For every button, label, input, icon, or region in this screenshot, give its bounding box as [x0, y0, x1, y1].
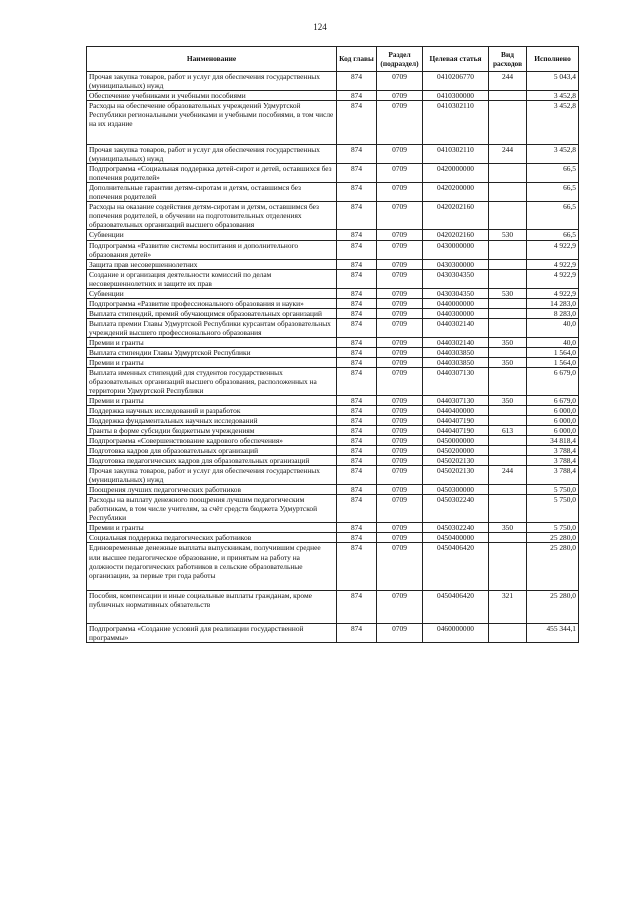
row-expense-type [489, 101, 527, 145]
row-expense-type [489, 485, 527, 495]
row-article: 0440302140 [423, 318, 489, 337]
row-code: 874 [337, 590, 377, 623]
row-section: 0709 [377, 347, 423, 357]
row-executed: 66,5 [527, 202, 579, 230]
row-section: 0709 [377, 543, 423, 590]
row-name: Дополнительные гарантии детям-сиротам и детям, оставшимся без попечения родителей [87, 183, 337, 202]
row-name: Расходы на обеспечение образовательных учреждений Удмуртской Республики региональными учебниками и учебными пособиями, в том числе на их издание [87, 101, 337, 145]
header-section: Раздел (подраздел) [377, 47, 423, 72]
row-executed: 6 679,0 [527, 367, 579, 395]
row-name: Субвенции [87, 288, 337, 298]
table-row [87, 318, 579, 337]
row-code: 874 [337, 466, 377, 485]
row-article: 0430300000 [423, 259, 489, 269]
row-expense-type [489, 202, 527, 230]
row-article: 0440000000 [423, 298, 489, 308]
row-code: 874 [337, 91, 377, 101]
row-code: 874 [337, 288, 377, 298]
row-expense-type [489, 456, 527, 466]
row-section: 0709 [377, 357, 423, 367]
row-expense-type [489, 318, 527, 337]
row-executed: 6 679,0 [527, 396, 579, 406]
row-expense-type [489, 406, 527, 416]
row-article: 0450302240 [423, 523, 489, 533]
row-section: 0709 [377, 396, 423, 406]
table-row [87, 298, 579, 308]
row-article: 0450000000 [423, 436, 489, 446]
row-article: 0410302110 [423, 145, 489, 164]
row-executed: 5 043,4 [527, 72, 579, 91]
row-code: 874 [337, 337, 377, 347]
row-section: 0709 [377, 259, 423, 269]
row-section: 0709 [377, 308, 423, 318]
row-code: 874 [337, 72, 377, 91]
row-executed: 3 452,8 [527, 91, 579, 101]
row-name: Пособия, компенсации и иные социальные выплаты гражданам, кроме публичных нормативных обязательств [87, 590, 337, 623]
row-name: Выплата премии Главы Удмуртской Республики курсантам образовательных учреждений высшего профессионального образования [87, 318, 337, 337]
row-executed: 5 750,0 [527, 485, 579, 495]
row-name: Единовременные денежные выплаты выпускникам, получившим среднее или высшее педагогическое образование, и принятым на работу на должности педагогических работников в сельские образовательные организации, за первые три года работы [87, 543, 337, 590]
row-article: 0450300000 [423, 485, 489, 495]
row-name: Премии и гранты [87, 337, 337, 347]
row-section: 0709 [377, 367, 423, 395]
row-section: 0709 [377, 202, 423, 230]
row-name: Выплата именных стипендий для студентов государственных образовательных организаций высшего образования, расположенных на территории Удмуртской Республики [87, 367, 337, 395]
row-name: Прочая закупка товаров, работ и услуг для обеспечения государственных (муниципальных) нужд [87, 466, 337, 485]
row-article: 0440400000 [423, 406, 489, 416]
row-expense-type: 530 [489, 288, 527, 298]
table-row [87, 230, 579, 240]
row-executed: 66,5 [527, 164, 579, 183]
table-row [87, 101, 579, 145]
row-name: Защита прав несовершеннолетних [87, 259, 337, 269]
row-section: 0709 [377, 426, 423, 436]
row-section: 0709 [377, 590, 423, 623]
row-article: 0420200000 [423, 183, 489, 202]
table-row [87, 426, 579, 436]
table-row [87, 446, 579, 456]
row-expense-type [489, 623, 527, 642]
row-article: 0440303850 [423, 347, 489, 357]
row-code: 874 [337, 426, 377, 436]
row-name: Выплата стипендии Главы Удмуртской Республики [87, 347, 337, 357]
row-section: 0709 [377, 318, 423, 337]
row-name: Гранты в форме субсидии бюджетным учреждениям [87, 426, 337, 436]
header-executed: Исполнено [527, 47, 579, 72]
row-name: Премии и гранты [87, 357, 337, 367]
table-row [87, 495, 579, 523]
row-expense-type [489, 543, 527, 590]
row-executed: 5 750,0 [527, 495, 579, 523]
row-article: 0450202130 [423, 456, 489, 466]
row-executed: 66,5 [527, 183, 579, 202]
row-executed: 3 452,8 [527, 101, 579, 145]
row-executed: 40,0 [527, 337, 579, 347]
table-row [87, 164, 579, 183]
row-code: 874 [337, 145, 377, 164]
row-section: 0709 [377, 436, 423, 446]
row-section: 0709 [377, 183, 423, 202]
row-name: Подготовка педагогических кадров для образовательных организаций [87, 456, 337, 466]
row-code: 874 [337, 416, 377, 426]
row-expense-type: 244 [489, 466, 527, 485]
row-name: Поощрения лучших педагогических работников [87, 485, 337, 495]
row-executed: 40,0 [527, 318, 579, 337]
table-row [87, 466, 579, 485]
row-expense-type: 244 [489, 145, 527, 164]
row-expense-type [489, 164, 527, 183]
row-executed: 3 788,4 [527, 446, 579, 456]
row-article: 0440307130 [423, 396, 489, 406]
row-executed: 6 000,0 [527, 426, 579, 436]
table-row [87, 623, 579, 642]
row-executed: 8 283,0 [527, 308, 579, 318]
row-expense-type [489, 495, 527, 523]
page-number: 124 [313, 22, 327, 32]
row-expense-type [489, 183, 527, 202]
row-section: 0709 [377, 72, 423, 91]
row-section: 0709 [377, 495, 423, 523]
row-article: 0410206770 [423, 72, 489, 91]
header-name: Наименование [87, 47, 337, 72]
row-name: Подпрограмма «Развитие системы воспитания и дополнительного образования детей» [87, 240, 337, 259]
table-row [87, 347, 579, 357]
row-section: 0709 [377, 446, 423, 456]
row-name: Премии и гранты [87, 523, 337, 533]
table-row [87, 533, 579, 543]
row-article: 0440302140 [423, 337, 489, 347]
row-article: 0430304350 [423, 269, 489, 288]
row-expense-type [489, 308, 527, 318]
row-article: 0440303850 [423, 357, 489, 367]
row-name: Премии и гранты [87, 396, 337, 406]
row-expense-type [489, 269, 527, 288]
row-name: Подпрограмма «Развитие профессионального образования и науки» [87, 298, 337, 308]
row-executed: 66,5 [527, 230, 579, 240]
row-name: Прочая закупка товаров, работ и услуг для обеспечения государственных (муниципальных) нужд [87, 145, 337, 164]
row-name: Подпрограмма «Социальная поддержка детей-сирот и детей, оставшихся без попечения родителей» [87, 164, 337, 183]
row-article: 0420202160 [423, 230, 489, 240]
row-executed: 1 564,0 [527, 357, 579, 367]
row-code: 874 [337, 543, 377, 590]
table-row [87, 406, 579, 416]
table-row [87, 72, 579, 91]
row-name: Социальная поддержка педагогических работников [87, 533, 337, 543]
row-article: 0420202160 [423, 202, 489, 230]
row-expense-type [489, 446, 527, 456]
table-row [87, 485, 579, 495]
row-expense-type: 350 [489, 523, 527, 533]
row-section: 0709 [377, 288, 423, 298]
row-name: Поддержка научных исследований и разработок [87, 406, 337, 416]
row-code: 874 [337, 202, 377, 230]
row-article: 0410300000 [423, 91, 489, 101]
row-section: 0709 [377, 101, 423, 145]
row-code: 874 [337, 183, 377, 202]
row-code: 874 [337, 101, 377, 145]
row-executed: 4 922,9 [527, 259, 579, 269]
row-code: 874 [337, 259, 377, 269]
row-name: Субвенции [87, 230, 337, 240]
row-expense-type [489, 367, 527, 395]
row-expense-type: 613 [489, 426, 527, 436]
table-row [87, 269, 579, 288]
row-name: Обеспечение учебниками и учебными пособиями [87, 91, 337, 101]
row-code: 874 [337, 318, 377, 337]
row-article: 0460000000 [423, 623, 489, 642]
row-executed: 4 922,9 [527, 240, 579, 259]
row-executed: 6 000,0 [527, 406, 579, 416]
row-executed: 25 280,0 [527, 590, 579, 623]
row-executed: 5 750,0 [527, 523, 579, 533]
row-name: Расходы на выплату денежного поощрения лучшим педагогическим работникам, в том числе учителям, за счёт средств бюджета Удмуртской Республики [87, 495, 337, 523]
row-code: 874 [337, 347, 377, 357]
row-article: 0440300000 [423, 308, 489, 318]
row-expense-type: 350 [489, 396, 527, 406]
row-article: 0450406420 [423, 590, 489, 623]
row-section: 0709 [377, 485, 423, 495]
row-name: Подготовка кадров для образовательных организаций [87, 446, 337, 456]
row-code: 874 [337, 164, 377, 183]
row-article: 0450200000 [423, 446, 489, 456]
table-row [87, 288, 579, 298]
row-article: 0430304350 [423, 288, 489, 298]
row-section: 0709 [377, 523, 423, 533]
row-code: 874 [337, 269, 377, 288]
row-section: 0709 [377, 416, 423, 426]
row-code: 874 [337, 396, 377, 406]
row-section: 0709 [377, 91, 423, 101]
row-expense-type: 321 [489, 590, 527, 623]
row-section: 0709 [377, 230, 423, 240]
row-name: Поддержка фундаментальных научных исследований [87, 416, 337, 426]
row-code: 874 [337, 623, 377, 642]
row-executed: 6 000,0 [527, 416, 579, 426]
row-article: 0450406420 [423, 543, 489, 590]
row-executed: 455 344,1 [527, 623, 579, 642]
row-executed: 34 818,4 [527, 436, 579, 446]
header-article: Целевая статья [423, 47, 489, 72]
row-name: Подпрограмма «Совершенствование кадрового обеспечения» [87, 436, 337, 446]
row-executed: 3 452,8 [527, 145, 579, 164]
row-code: 874 [337, 533, 377, 543]
row-expense-type: 350 [489, 337, 527, 347]
row-article: 0440307130 [423, 367, 489, 395]
table-row [87, 145, 579, 164]
row-section: 0709 [377, 269, 423, 288]
row-expense-type [489, 347, 527, 357]
row-name: Создание и организация деятельности комиссий по делам несовершеннолетних и защите их прав [87, 269, 337, 288]
row-name: Прочая закупка товаров, работ и услуг для обеспечения государственных (муниципальных) нужд [87, 72, 337, 91]
row-section: 0709 [377, 456, 423, 466]
table-row [87, 183, 579, 202]
row-section: 0709 [377, 145, 423, 164]
table-row [87, 590, 579, 623]
row-executed: 1 564,0 [527, 347, 579, 357]
row-article: 0440407190 [423, 416, 489, 426]
table-row [87, 396, 579, 406]
row-code: 874 [337, 367, 377, 395]
row-section: 0709 [377, 164, 423, 183]
row-expense-type [489, 259, 527, 269]
table-row [87, 523, 579, 533]
row-code: 874 [337, 357, 377, 367]
row-executed: 3 788,4 [527, 466, 579, 485]
table-row [87, 456, 579, 466]
table-row [87, 308, 579, 318]
table-row [87, 240, 579, 259]
row-executed: 3 788,4 [527, 456, 579, 466]
row-executed: 14 283,0 [527, 298, 579, 308]
row-code: 874 [337, 495, 377, 523]
row-executed: 25 280,0 [527, 533, 579, 543]
row-expense-type: 350 [489, 357, 527, 367]
row-code: 874 [337, 406, 377, 416]
row-expense-type [489, 436, 527, 446]
table-row [87, 543, 579, 590]
row-section: 0709 [377, 298, 423, 308]
row-expense-type [489, 91, 527, 101]
table-row [87, 436, 579, 446]
row-section: 0709 [377, 337, 423, 347]
row-code: 874 [337, 523, 377, 533]
row-article: 0450400000 [423, 533, 489, 543]
row-executed: 25 280,0 [527, 543, 579, 590]
table-row [87, 91, 579, 101]
table-row [87, 367, 579, 395]
row-section: 0709 [377, 623, 423, 642]
table-row [87, 202, 579, 230]
budget-table [86, 46, 579, 643]
row-code: 874 [337, 308, 377, 318]
header-code: Код главы [337, 47, 377, 72]
row-name: Расходы на оказание содействия детям-сиротам и детям, оставшимся без попечения родителей, в обучении на подготовительных отделениях образовательных организаций высшего образования [87, 202, 337, 230]
row-code: 874 [337, 240, 377, 259]
row-code: 874 [337, 456, 377, 466]
row-expense-type [489, 533, 527, 543]
row-article: 0430000000 [423, 240, 489, 259]
table-row [87, 416, 579, 426]
row-name: Выплата стипендий, премий обучающимся образовательных организаций [87, 308, 337, 318]
row-article: 0450202130 [423, 466, 489, 485]
row-expense-type: 244 [489, 72, 527, 91]
row-code: 874 [337, 230, 377, 240]
row-expense-type [489, 416, 527, 426]
header-expense-type: Вид расходов [489, 47, 527, 72]
row-article: 0410302110 [423, 101, 489, 145]
row-article: 0420000000 [423, 164, 489, 183]
table-row [87, 337, 579, 347]
table-row [87, 259, 579, 269]
table-header-row [87, 47, 579, 72]
row-article: 0440407190 [423, 426, 489, 436]
table-row [87, 357, 579, 367]
row-expense-type [489, 240, 527, 259]
row-expense-type: 530 [489, 230, 527, 240]
table-body [87, 72, 579, 643]
row-section: 0709 [377, 240, 423, 259]
row-code: 874 [337, 298, 377, 308]
row-expense-type [489, 298, 527, 308]
row-executed: 4 922,9 [527, 288, 579, 298]
row-executed: 4 922,9 [527, 269, 579, 288]
row-code: 874 [337, 446, 377, 456]
row-section: 0709 [377, 466, 423, 485]
row-article: 0450302240 [423, 495, 489, 523]
row-section: 0709 [377, 406, 423, 416]
row-section: 0709 [377, 533, 423, 543]
row-code: 874 [337, 485, 377, 495]
row-code: 874 [337, 436, 377, 446]
row-name: Подпрограмма «Создание условий для реализации государственной программы» [87, 623, 337, 642]
